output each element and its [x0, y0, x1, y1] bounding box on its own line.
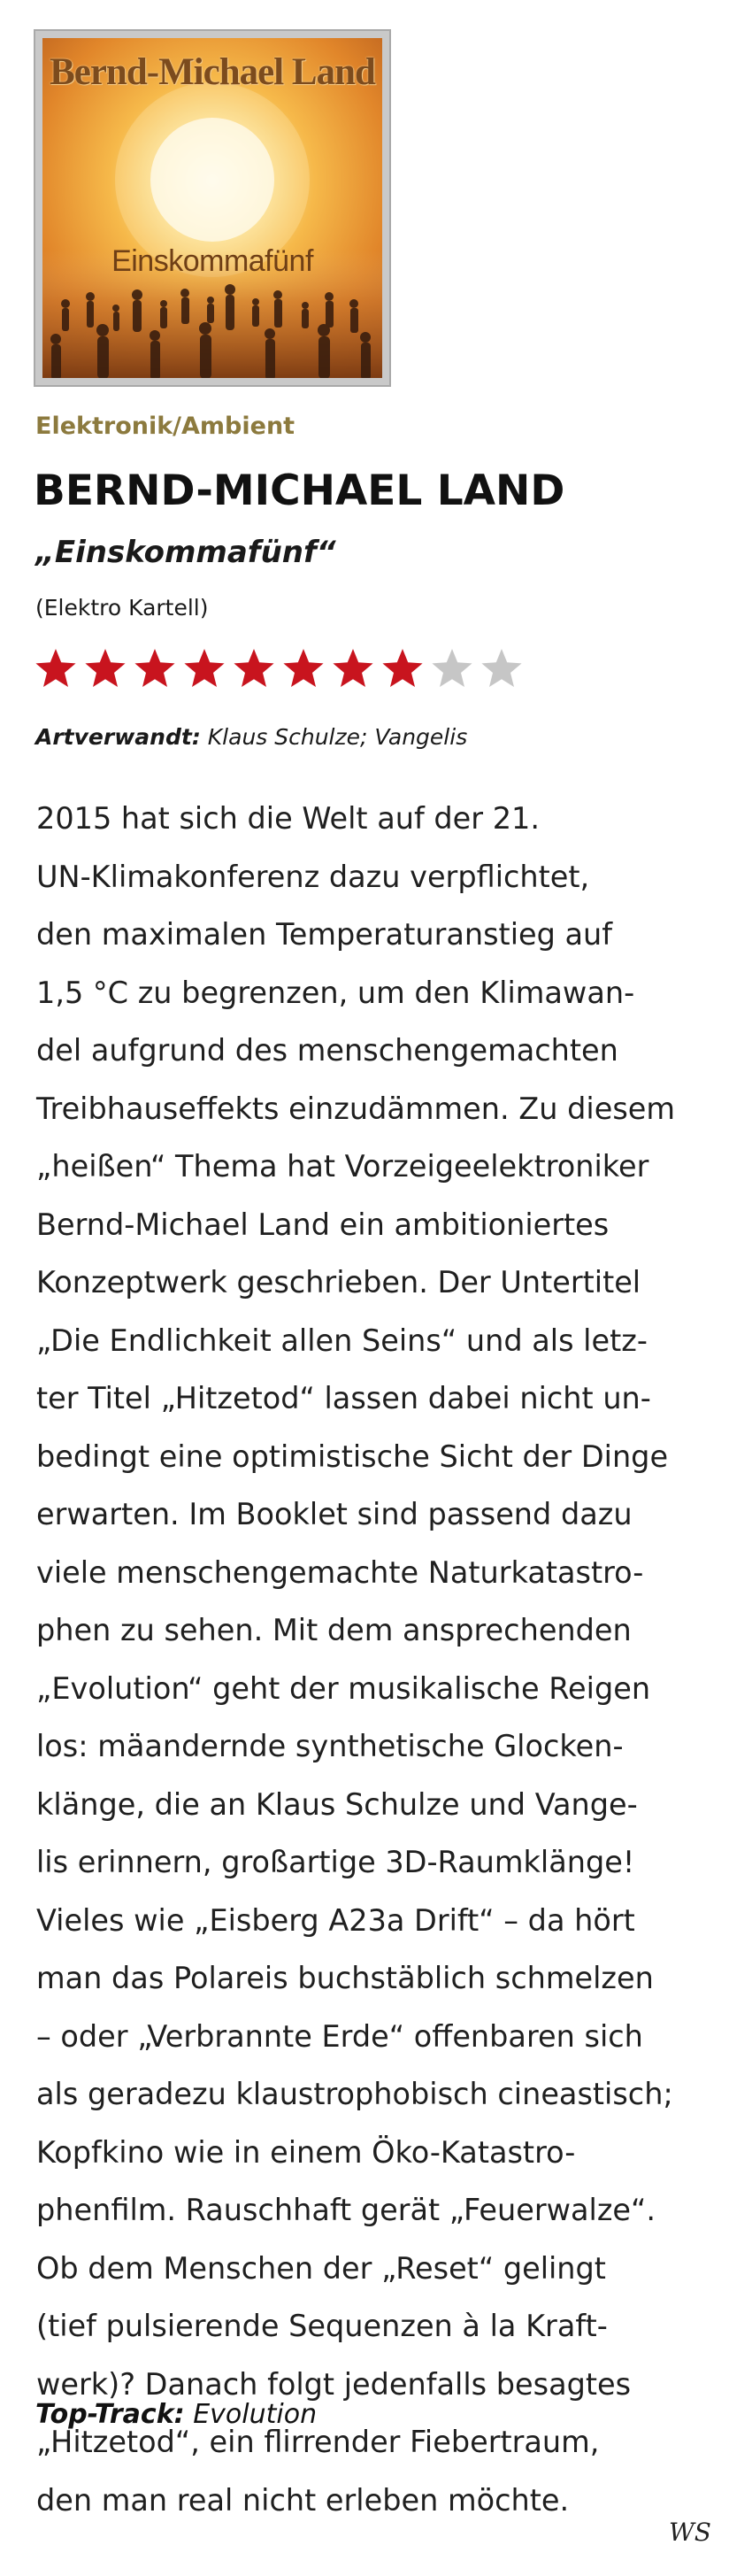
review-body-line: Treibhauseffekts einzudämmen. Zu diesem [36, 1091, 676, 1126]
star-empty-icon [430, 646, 474, 690]
review-body-line: phen zu sehen. Mit dem ansprechenden [36, 1613, 632, 1647]
related-artists-value: Klaus Schulze; Vangelis [207, 724, 468, 750]
review-body-line: phenfilm. Rauschhaft gerät „Feuerwalze“. [36, 2193, 656, 2227]
star-filled-icon [232, 646, 276, 690]
review-body-line: Konzeptwerk geschrieben. Der Untertitel [36, 1265, 641, 1300]
star-filled-icon [182, 646, 226, 690]
album-cover-frame [34, 29, 391, 387]
star-filled-icon [83, 646, 127, 690]
review-body-line: als geradezu klaustrophobisch cineastisch; [36, 2077, 673, 2111]
album-cover [42, 38, 382, 378]
cover-artist-name: Bernd-Michael Land [50, 51, 375, 93]
review-body-line: Vieles wie „Eisberg A23a Drift“ – da hört [36, 1902, 635, 1938]
review-body-line: (tief pulsierende Sequenzen à la Kraft- [36, 2309, 608, 2343]
star-rating [34, 646, 524, 696]
author-initials: WS [669, 2518, 711, 2547]
review-body-line: den man real nicht erleben möchte. [36, 2482, 570, 2518]
review-body-line: Bernd-Michael Land ein ambitioniertes [36, 1207, 610, 1242]
review-body-line: ter Titel „Hitzetod“ lassen dabei nicht un- [36, 1381, 651, 1415]
star-filled-icon [34, 646, 78, 690]
star-filled-icon [281, 646, 326, 690]
review-body-line: del aufgrund des menschengemachten [36, 1033, 618, 1068]
top-track-value: Evolution [193, 2399, 318, 2430]
review-body-line: 1,5 °C zu begrenzen, um den Klimawan- [36, 975, 635, 1010]
review-body-line: „Hitzetod“, ein flirrender Fiebertraum, [36, 2425, 600, 2459]
genre-label: Elektronik/Ambient [35, 413, 295, 440]
review-body-line: „Die Endlichkeit allen Seins“ und als letz- [36, 1323, 648, 1358]
top-track [35, 2399, 317, 2430]
review-body-line: klänge, die an Klaus Schulze und Vange- [36, 1786, 638, 1822]
star-filled-icon [331, 646, 375, 690]
star-filled-icon [380, 646, 425, 690]
star-filled-icon [133, 646, 177, 690]
review-body-line: „heißen“ Thema hat Vorzeigeelektroniker [36, 1149, 649, 1184]
review-body-line: – oder „Verbrannte Erde“ offenbaren sich [36, 2018, 643, 2054]
related-artists [35, 724, 467, 750]
review-body-line: werk)? Danach folgt jedenfalls besagtes [36, 2366, 632, 2402]
review-body-line: den maximalen Temperaturanstieg auf [36, 917, 613, 952]
album-title: „Einskommafünf“ [35, 535, 336, 570]
related-artists-label: Artverwandt: [35, 724, 201, 750]
record-label: (Elektro Kartell) [35, 595, 209, 621]
review-body-line: Kopfkino wie in einem Öko-Katastro- [36, 2134, 576, 2170]
review-body-line: Ob dem Menschen der „Reset“ gelingt [36, 2250, 606, 2286]
top-track-label: Top-Track: [35, 2399, 185, 2430]
cover-album-title: Einskommafünf [111, 244, 313, 278]
review-body [36, 790, 726, 2529]
review-body-line: lis erinnern, großartige 3D-Raumklänge! [36, 1845, 635, 1879]
review-body-line: los: mäandernde synthetische Glocken- [36, 1729, 624, 1763]
review-body-line: bedingt eine optimistische Sicht der Dinge [36, 1438, 669, 1474]
review-body-line: 2015 hat sich die Welt auf der 21. [36, 801, 540, 836]
artist-heading: BERND-MICHAEL LAND [34, 467, 565, 515]
review-body-line: man das Polareis buchstäblich schmelzen [36, 1961, 654, 1995]
review-body-line: erwarten. Im Booklet sind passend dazu [36, 1497, 633, 1531]
star-empty-icon [480, 646, 524, 690]
review-body-line: „Evolution“ geht der musikalische Reigen [36, 1670, 651, 1706]
review-body-line: UN-Klimakonferenz dazu verpflichtet, [36, 859, 590, 894]
review-body-line: viele menschengemachte Naturkatastro- [36, 1554, 644, 1590]
